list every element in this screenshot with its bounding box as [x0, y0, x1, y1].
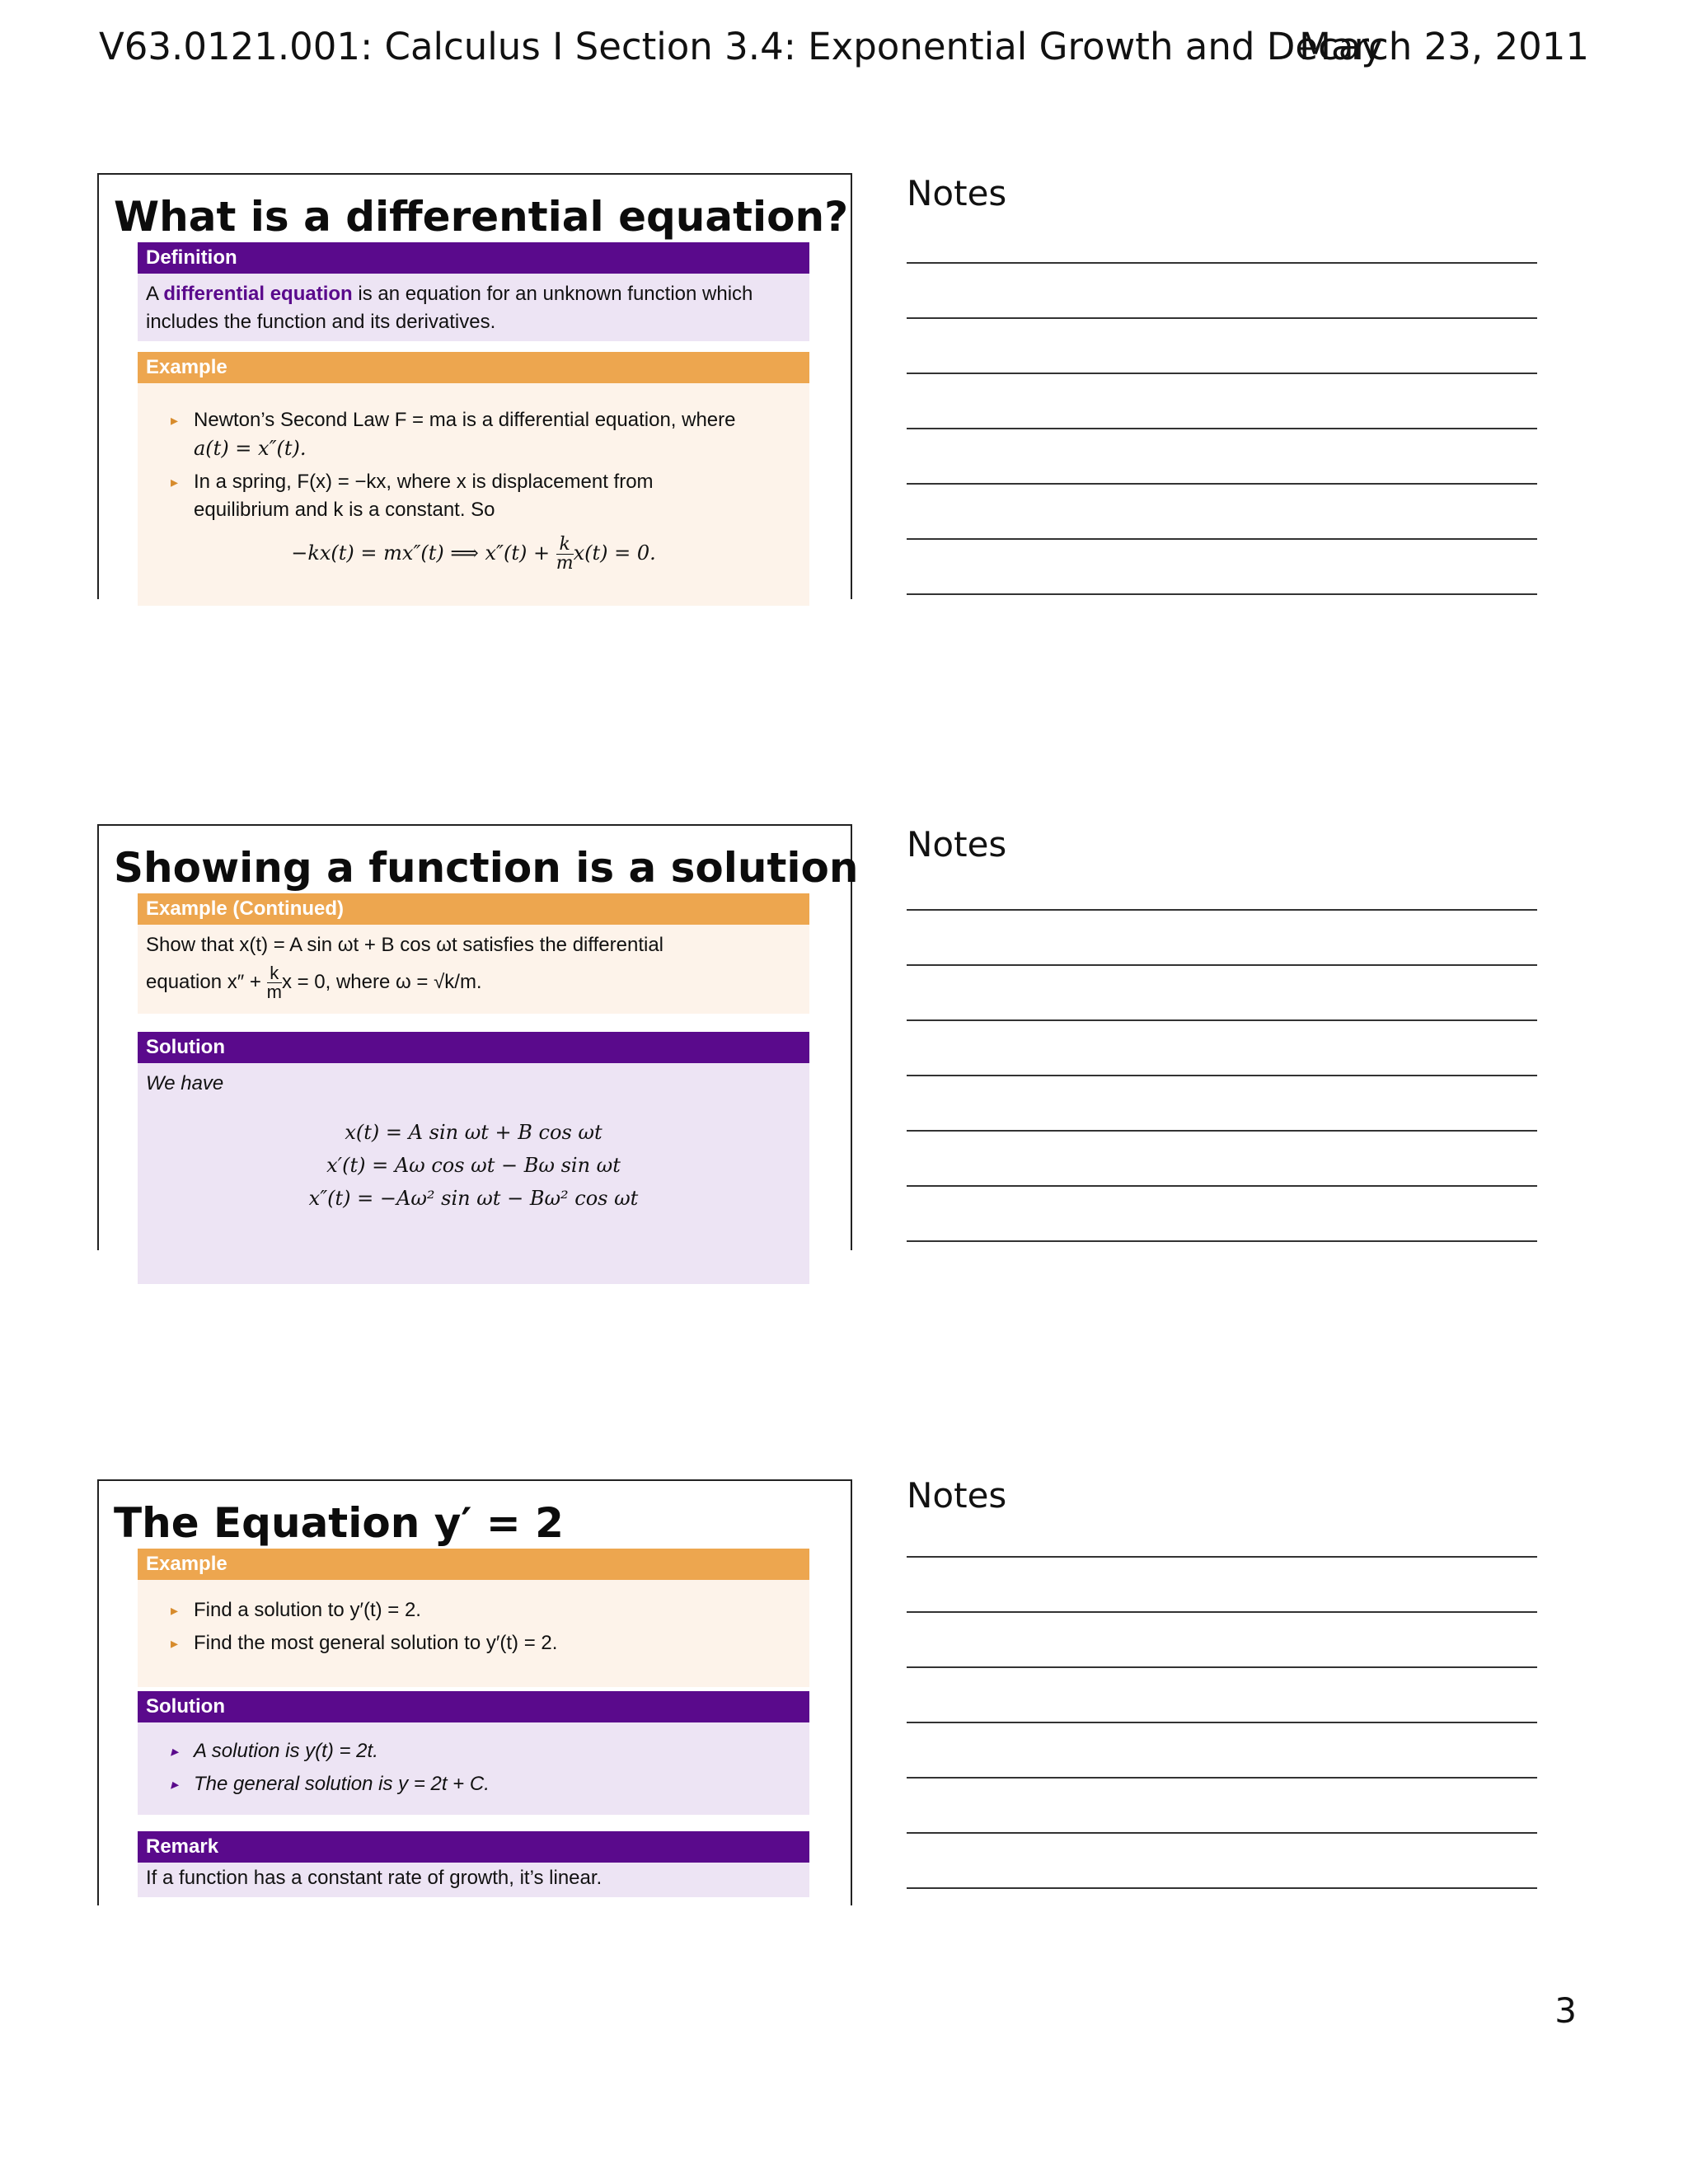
note-line: [907, 317, 1537, 319]
list-item: ▸ A solution is y(t) = 2t.: [171, 1737, 801, 1765]
solution-body: [138, 1722, 809, 1815]
definition-block: [138, 242, 809, 341]
document-header-date: March 23, 2011: [1299, 25, 1589, 68]
slide-3: [97, 1479, 852, 1905]
fraction-numerator: k: [267, 964, 282, 983]
slide-title: What is a differential equation?: [114, 193, 849, 241]
slide-1: [97, 173, 852, 599]
list-item: ▸ Find a solution to y′(t) = 2.: [171, 1596, 801, 1624]
bullet-text: a(t) = x″(t).: [194, 437, 307, 460]
note-line: [907, 373, 1537, 374]
note-line: [907, 1777, 1537, 1779]
solution-label: Solution: [138, 1032, 809, 1063]
example-body: [138, 925, 809, 1014]
fraction-numerator: k: [556, 536, 574, 555]
list-item: [171, 468, 801, 524]
notes-title: Notes: [907, 824, 1007, 865]
list-item: [171, 406, 801, 463]
definition-term: differential equation: [163, 283, 353, 305]
equation: [146, 536, 801, 573]
equation-line: x″(t) = −Aω² sin ωt − Bω² cos ωt: [308, 1187, 639, 1210]
example-body: [138, 383, 809, 606]
example-line: [146, 964, 801, 1001]
bullet-text: Newton’s Second Law F = ma is a differential equation, where: [194, 409, 736, 431]
definition-pre: A: [146, 283, 164, 305]
note-line: [907, 1666, 1537, 1668]
equation-right: x(t) = 0.: [573, 541, 656, 565]
example-line: Show that x(t) = A sin ωt + B cos ωt satisfies the differential: [146, 934, 663, 956]
note-line: [907, 1185, 1537, 1187]
solution-block: [138, 1691, 809, 1815]
equation-line: x(t) = A sin ωt + B cos ωt: [345, 1121, 603, 1144]
example-label: Example (Continued): [138, 893, 809, 925]
example-block: [138, 893, 809, 1014]
document-header-title: V63.0121.001: Calculus I Section 3.4: Exponential Growth and Decay: [99, 25, 1384, 68]
note-line: [907, 262, 1537, 264]
note-line: [907, 1556, 1537, 1558]
note-line: [907, 1240, 1537, 1242]
fraction-denominator: m: [266, 982, 282, 1002]
remark-label: Remark: [138, 1831, 809, 1863]
note-line: [907, 1611, 1537, 1613]
note-line: [907, 1075, 1537, 1076]
note-line: [907, 964, 1537, 966]
solution-label: Solution: [138, 1691, 809, 1722]
remark-body: If a function has a constant rate of growth, it’s linear.: [138, 1863, 809, 1897]
equation-line: x′(t) = Aω cos ωt − Bω sin ωt: [326, 1154, 621, 1177]
example-text: equation x″ +: [146, 970, 267, 993]
note-line: [907, 1887, 1537, 1889]
example-label: Example: [138, 1549, 809, 1580]
list-item: ▸ The general solution is y = 2t + C.: [171, 1770, 801, 1798]
solution-intro: We have: [146, 1072, 224, 1094]
list-item: ▸ Find the most general solution to y′(t) = 2.: [171, 1629, 801, 1657]
note-line: [907, 1722, 1537, 1723]
note-line: [907, 1019, 1537, 1021]
note-line: [907, 1832, 1537, 1834]
fraction: [556, 536, 574, 573]
equation-left: −kx(t) = mx″(t) ⟹ x″(t) +: [291, 541, 556, 565]
definition-label: Definition: [138, 242, 809, 274]
example-body: [138, 1580, 809, 1687]
example-text: x = 0, where ω = √k/m.: [281, 970, 482, 993]
bullet-text: In a spring, F(x) = −kx, where x is displacement from: [194, 471, 654, 493]
note-line: [907, 538, 1537, 540]
notes-title: Notes: [907, 173, 1007, 213]
bullet-text: equilibrium and k is a constant. So: [194, 499, 495, 521]
notes-title: Notes: [907, 1475, 1007, 1516]
slide-2: [97, 824, 859, 1250]
slide-title: Showing a function is a solution: [114, 844, 859, 892]
note-line: [907, 593, 1537, 595]
solution-body: [138, 1063, 809, 1284]
definition-post: is an equation for an unknown function which includes the function and its derivatives.: [146, 283, 753, 333]
definition-body: [138, 274, 809, 341]
fraction: [267, 964, 282, 1001]
note-line: [907, 1130, 1537, 1132]
note-line: [907, 909, 1537, 911]
page-number: 3: [1554, 1990, 1577, 2031]
fraction-denominator: m: [556, 553, 574, 574]
example-block: [138, 352, 809, 606]
note-line: [907, 428, 1537, 429]
example-block: [138, 1549, 809, 1687]
solution-block: [138, 1032, 809, 1284]
example-label: Example: [138, 352, 809, 383]
remark-block: [138, 1831, 809, 1897]
note-line: [907, 483, 1537, 485]
slide-title: The Equation y′ = 2: [114, 1499, 564, 1547]
